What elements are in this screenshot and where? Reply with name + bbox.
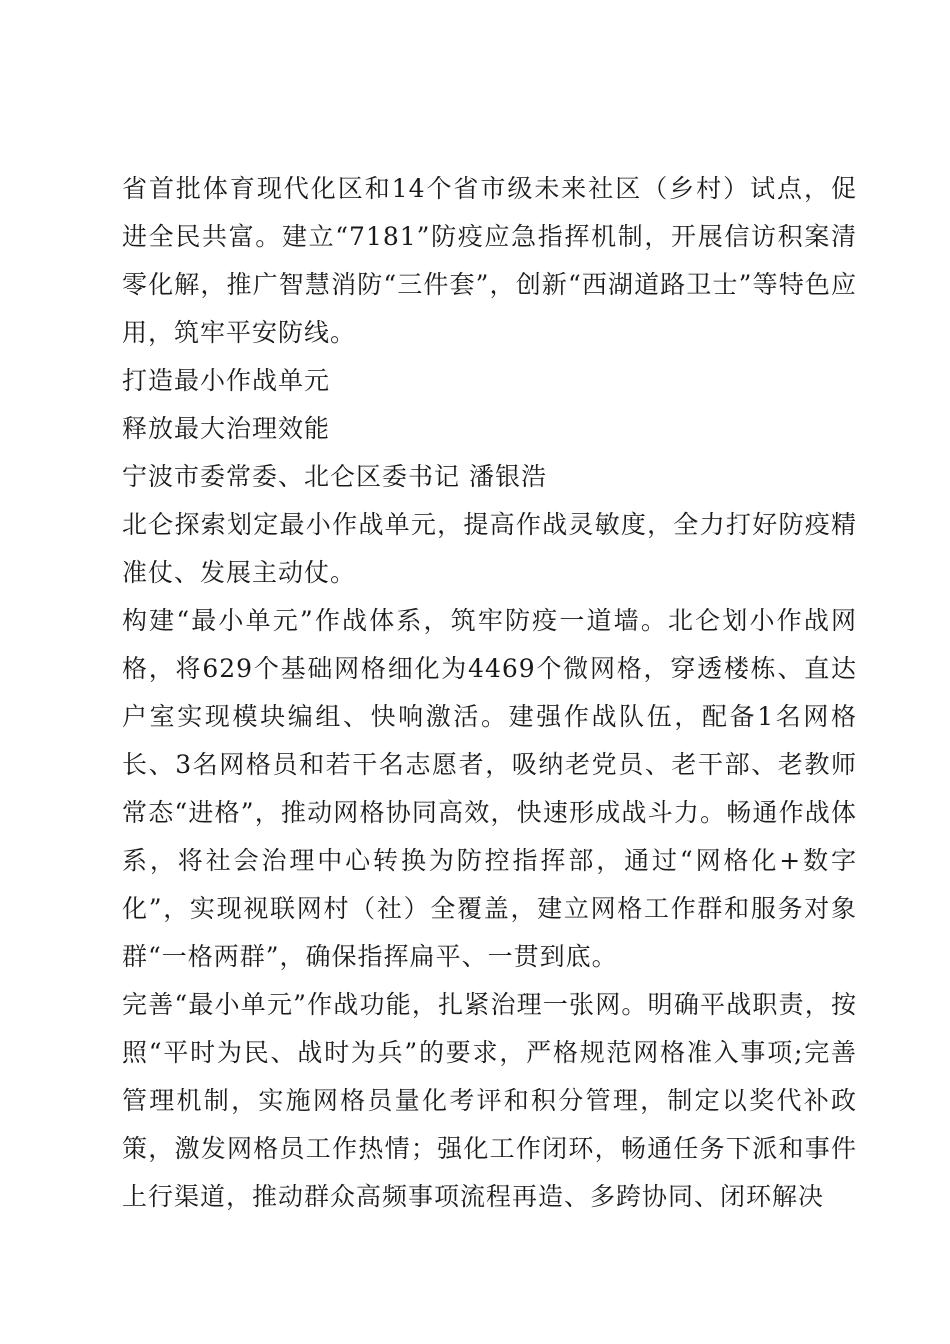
- section-heading-line-1: 打造最小作战单元: [122, 366, 331, 395]
- paragraph-combat-function: 完善“最小单元”作战功能，扎紧治理一张网。明确平战职责，按照“平时为民、战时为兵”的要求，严格规范网格准入事项;完善管理机制，实施网格员量化考评和积分管理，制定以奖代补政策，激发网格员工作热情；强化工作闭环，畅通任务下派和事件上行渠道，推动群众高频事项流程再造、多跨协同、闭环解决: [122, 990, 857, 1211]
- author-byline: 宁波市委常委、北仑区委书记 潘银浩: [122, 462, 547, 491]
- section-heading-line-2: 释放最大治理效能: [122, 414, 331, 443]
- document-body: [122, 165, 857, 1221]
- paragraph-intro-continued: 省首批体育现代化区和14个省市级未来社区（乡村）试点，促进全民共富。建立“7181”防疫应急指挥机制，开展信访积案清零化解，推广智慧消防“三件套”，创新“西湖道路卫士”等特色应用，筑牢平安防线。: [122, 174, 857, 347]
- paragraph-summary: 北仑探索划定最小作战单元，提高作战灵敏度，全力打好防疫精准仗、发展主动仗。: [122, 510, 857, 587]
- paragraph-combat-system: 构建“最小单元”作战体系，筑牢防疫一道墙。北仑划小作战网格，将629个基础网格细化为4469个微网格，穿透楼栋、直达户室实现模块编组、快响激活。建强作战队伍，配备1名网格长、3名网格员和若干名志愿者，吸纳老党员、老干部、老教师常态“进格”，推动网格协同高效，快速形成战斗力。畅通作战体系，将社会治理中心转换为防控指挥部，通过“网格化+数字化”，实现视联网村（社）全覆盖，建立网格工作群和服务对象群“一格两群”，确保指挥扁平、一贯到底。: [122, 606, 857, 971]
